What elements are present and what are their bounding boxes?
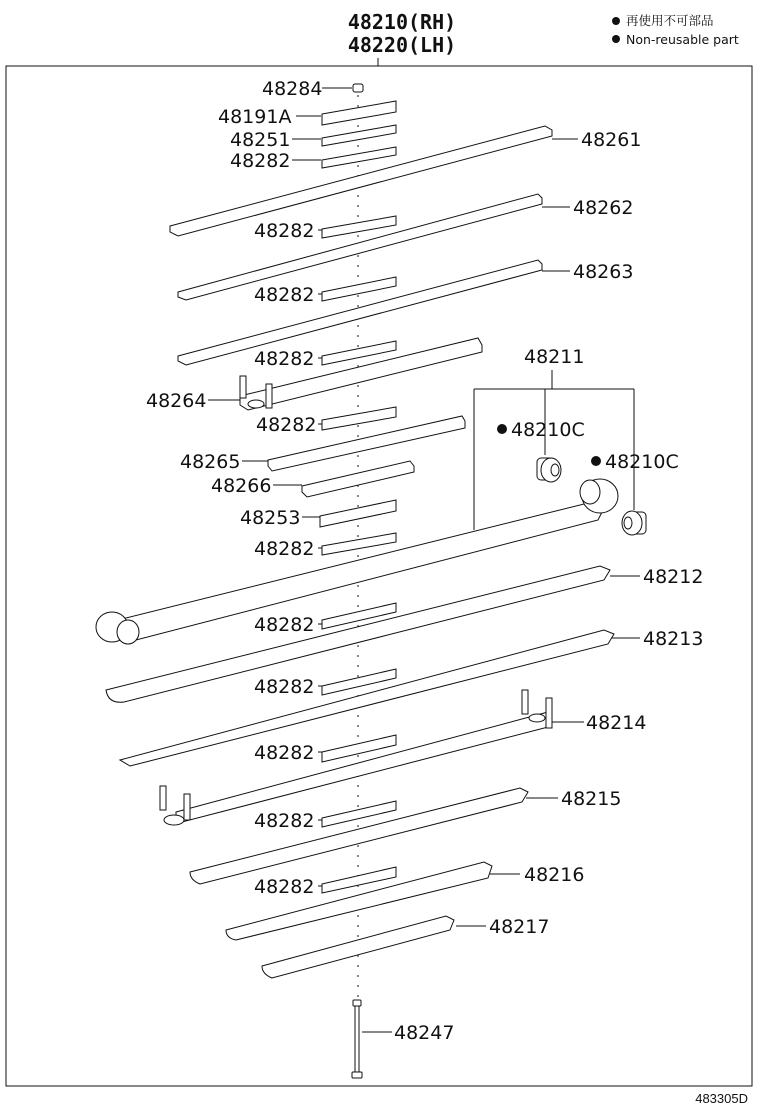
label-48191A[interactable]: 48191A [218,106,292,128]
label-48266[interactable]: 48266 [211,475,272,497]
leaf-48216[interactable] [226,862,492,940]
assembly-lh-label[interactable]: 48220(LH) [347,33,457,57]
label-48282-1[interactable]: 48282 [230,150,291,172]
clip-48264-right [266,384,272,408]
label-48282-9[interactable]: 48282 [254,742,315,764]
shim-48251[interactable] [322,125,396,146]
label-48282-11[interactable]: 48282 [254,876,315,898]
label-48264[interactable]: 48264 [146,390,207,412]
label-48210C-1[interactable]: 48210C [511,419,585,441]
spacer-48282-1[interactable] [322,147,396,168]
clip-48214-right [546,698,552,728]
label-48282-8[interactable]: 48282 [254,676,315,698]
non-reusable-mark-icon [591,456,601,466]
legend-bullet-icon [612,35,620,43]
label-48282-5[interactable]: 48282 [256,414,317,436]
label-48215[interactable]: 48215 [561,788,622,810]
label-48282-7[interactable]: 48282 [254,614,315,636]
label-48265[interactable]: 48265 [180,451,241,473]
label-48253[interactable]: 48253 [240,507,301,529]
label-48217[interactable]: 48217 [489,916,550,938]
label-48282-3[interactable]: 48282 [254,284,315,306]
label-48213[interactable]: 48213 [643,628,704,650]
spacer-48282-5[interactable] [322,407,396,430]
leaf-48261[interactable] [170,126,552,236]
label-48262[interactable]: 48262 [573,197,634,219]
legend-bullet-icon [612,17,620,25]
clip-48264-eye [248,400,264,408]
label-48210C-2[interactable]: 48210C [605,451,679,473]
clip-48215-left [160,786,166,810]
bushing-48210C-1[interactable] [537,458,561,482]
bushing-48210C-2[interactable] [622,511,646,535]
label-48284[interactable]: 48284 [262,78,323,100]
legend-jp: 再使用不可部品 [626,13,714,28]
spacer-48282-3[interactable] [322,277,396,301]
label-48247[interactable]: 48247 [394,1022,455,1044]
assembly-rh-label[interactable]: 48210(RH) [347,10,457,34]
label-48214[interactable]: 48214 [586,712,647,734]
spacer-48282-2[interactable] [322,216,396,238]
label-48216[interactable]: 48216 [524,864,585,886]
label-48261[interactable]: 48261 [581,129,642,151]
label-48251[interactable]: 48251 [230,129,291,151]
label-48282-4[interactable]: 48282 [254,348,315,370]
label-48211[interactable]: 48211 [524,346,585,368]
center-bolt-48247[interactable] [352,1000,362,1078]
label-48282-2[interactable]: 48282 [254,220,315,242]
plate-48253[interactable] [320,500,396,527]
nut-48284-icon[interactable] [353,84,363,92]
leaf-48211-left-eye-bore [117,620,139,644]
drawing-code: 483305D [695,1091,748,1106]
non-reusable-mark-icon [497,424,507,434]
legend-en: Non-reusable part [626,32,739,47]
clip-48215-right [184,794,190,820]
label-48282-10[interactable]: 48282 [254,810,315,832]
clip-48214-left [522,690,528,714]
leaf-48211-right-eye-bore [580,480,600,504]
label-48212[interactable]: 48212 [643,566,704,588]
clip-48215-eye [164,815,184,825]
clip-48214-eye [529,714,545,722]
label-48282-6[interactable]: 48282 [254,538,315,560]
clip-48264-left [240,376,246,398]
plate-48191A[interactable] [322,101,396,125]
label-48263[interactable]: 48263 [573,261,634,283]
spacer-48282-6[interactable] [322,533,396,555]
